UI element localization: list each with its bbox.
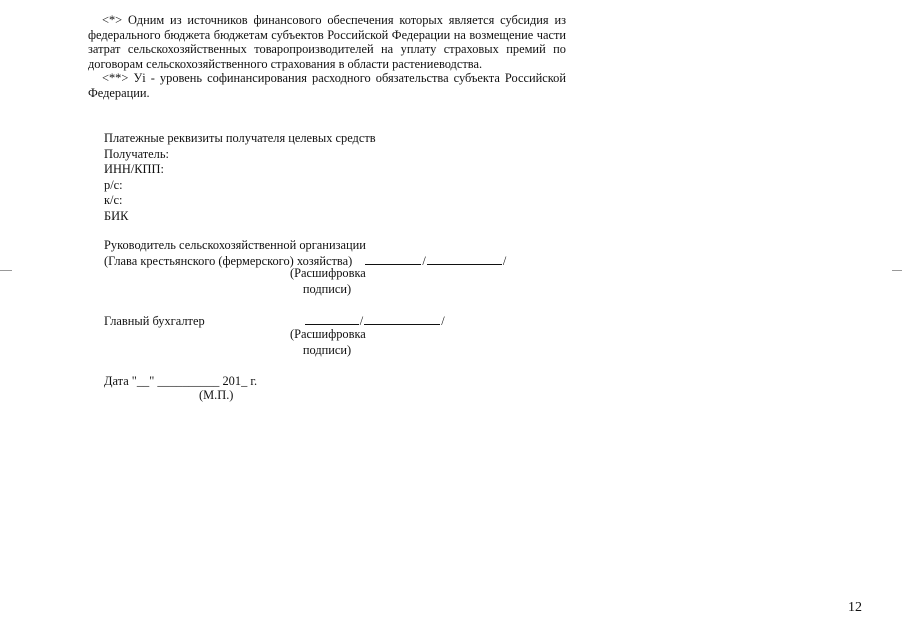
recipient-label: Получатель:: [104, 146, 169, 161]
scan-edge-mark: [0, 270, 12, 271]
date-line: [104, 374, 257, 389]
footnote-subsidy: <*> Одним из источников финансового обеспечения которых является субсидия из федерального бюджета бюджетам субъектов Российской Федерации на возмещение части затрат сельскохозяйственных товаропроизводителей на уплату страховых премий по договорам сельскохозяйственного страхования в области растениеводства.: [88, 13, 566, 71]
payment-requisites: [104, 131, 376, 225]
date-month-blank: __________: [157, 374, 220, 388]
signature-separator: /: [359, 314, 364, 328]
settlement-account-label: р/с:: [104, 177, 123, 192]
correspondent-account-label: к/с:: [104, 193, 123, 208]
head-name-line: [427, 253, 502, 265]
signature-end: /: [441, 314, 445, 328]
date-prefix: Дата "__": [104, 374, 155, 388]
caption-line: подписи): [302, 281, 352, 296]
head-signature-caption: [290, 266, 364, 297]
accountant-signature-line: [305, 313, 359, 325]
seal-placeholder: (М.П.): [199, 388, 234, 402]
head-signature-line: [365, 253, 421, 265]
accountant-name-line: [364, 313, 440, 325]
date-year: 201_ г.: [222, 374, 258, 388]
accountant-label: Главный бухгалтер: [104, 314, 205, 328]
requisites-heading: Платежные реквизиты получателя целевых средств: [104, 131, 376, 145]
signature-separator: /: [422, 254, 426, 268]
footnote-cofinancing: <**> Уi - уровень софинансирования расходного обязательства субъекта Российской Федерации.: [88, 71, 566, 100]
accountant-signature-block: [104, 313, 446, 329]
caption-line: подписи): [302, 342, 352, 357]
caption-line: (Расшифровка: [290, 266, 366, 280]
scan-edge-mark: [892, 270, 902, 271]
page-number: 12: [848, 600, 862, 615]
caption-line: (Расшифровка: [290, 327, 366, 341]
accountant-signature-caption: [290, 327, 364, 358]
head-title-farm-text: (Глава крестьянского (фермерского) хозяйства): [104, 254, 353, 268]
inn-kpp-label: ИНН/КПП:: [104, 162, 164, 177]
head-title: Руководитель сельскохозяйственной организации: [104, 238, 366, 252]
head-signature-block: [104, 238, 507, 269]
signature-end: /: [502, 254, 507, 268]
bik-label: БИК: [104, 208, 129, 223]
footnotes: [88, 13, 566, 101]
